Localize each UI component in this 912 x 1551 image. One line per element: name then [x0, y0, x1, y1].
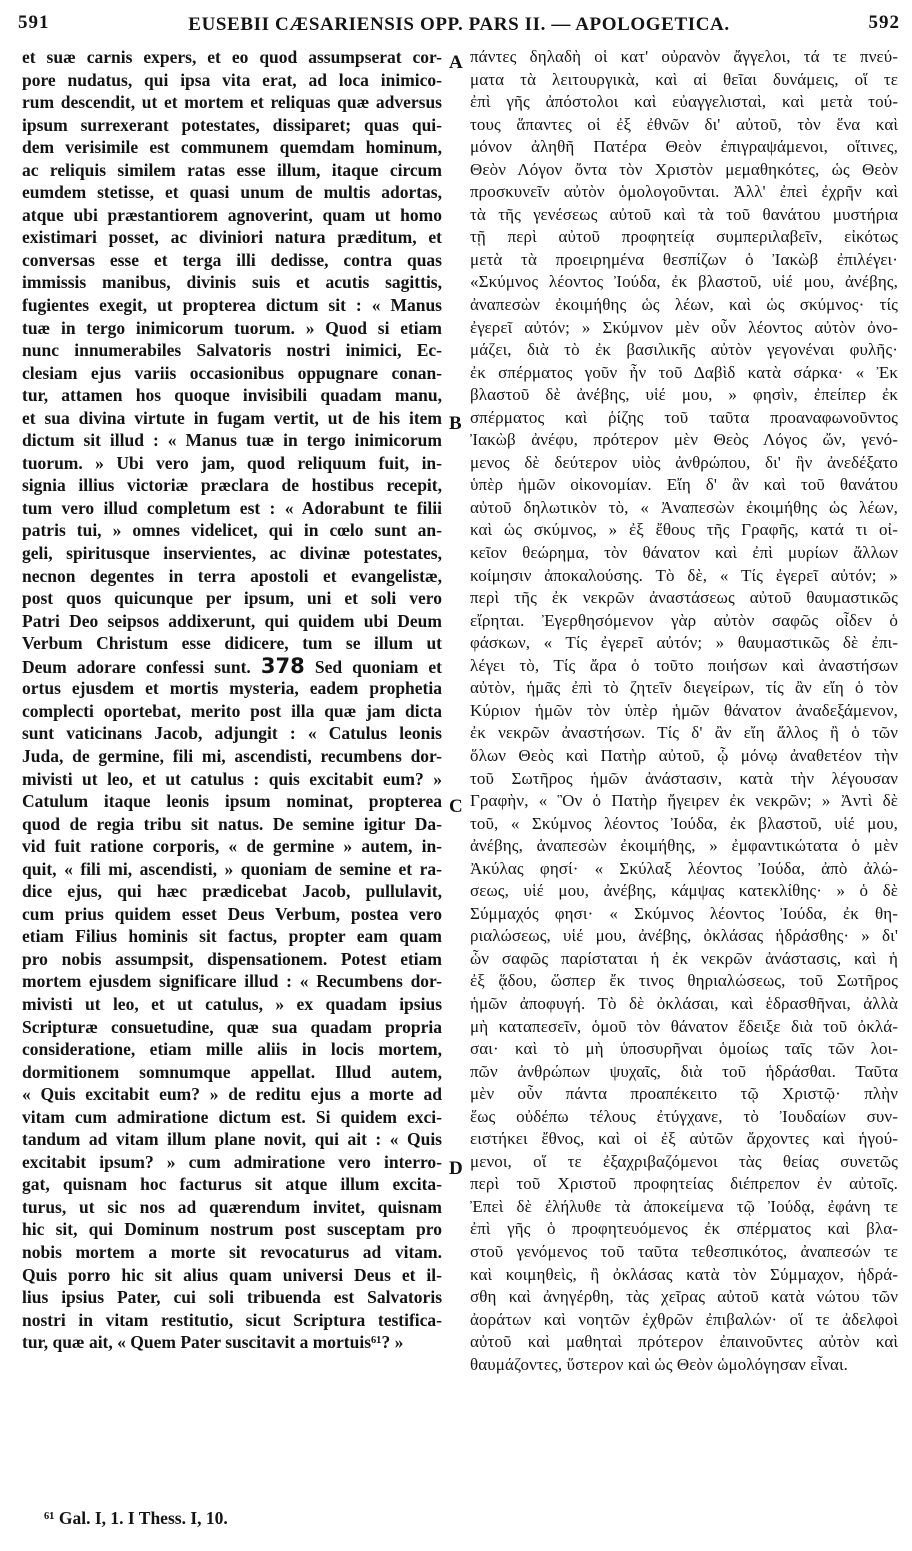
text-line: Ἐπεὶ δὲ ἐλήλυθε τὰ ἀποκείμενα τῷ Ἰούδᾳ, ἐφάνη τε [470, 1196, 898, 1216]
text-line: σαι· καὶ τὸ μὴ ὑποσυρῆναι ὁμοίως ταῖς τῶν λοι- [470, 1039, 898, 1059]
text-line: πῶν ἀνθρώπων ψυχαῖς, διὰ τοῦ ἡδράσθαι. Ταῦτα [470, 1061, 898, 1081]
text-line: lius ipsius Pater, cui soli tribuenda est Salvatoris [22, 1287, 442, 1308]
text-line: ὅλων Θεὸς καὶ Πατὴρ αὐτοῦ, ᾧ μόνῳ ἀναθετέον τὴν [470, 745, 898, 765]
text-line: excitabit ipsum? » cum admiratione vero interro- [22, 1151, 442, 1172]
text-line: μὲν οὖν πάντα προαπέκειτο τῷ Χριστῷ· πλὴν [470, 1084, 898, 1104]
text-line: φάσκων, « Τίς ἐγερεῖ αὐτόν; » θαυμαστικῶς δὲ ἐπι- [470, 633, 898, 653]
text-line: existimari posset, ac diviniori natura præditum, et [22, 227, 442, 248]
text-line: σθη καὶ ἀνηγέρθη, τὰς χεῖρας αὐτοῦ κατὰ νώτου τῶν [470, 1287, 898, 1307]
text-line: cum prius quidem esset Deus Verbum, postea vero [22, 903, 442, 924]
text-line: mivisti ut leo, et ut catulus : quis excitabit eum? » [22, 768, 442, 789]
text-line: μόνον ἀληθῆ Πατέρα Θεὸν ἐπιγραψάμενοι, οἵτινες, [470, 137, 898, 157]
text-line: σπέρματος καὶ ῥίζης τοῦ ταῦτα προαναφωνοῦντος [470, 407, 898, 427]
text-line: Ἰακὼβ ἀνέφυ, πρότερον μὲν Θεὸς Λόγος ὤν, γενό- [470, 430, 898, 450]
margin-letter-c: C [449, 796, 463, 817]
text-line: κοίμησιν ἀποκαλούσης. Τὸ δὲ, « Τίς ἐγερεῖ αὐτόν; » [470, 565, 898, 585]
text-line: dem verisimile est communem quemdam hominum, [22, 137, 442, 158]
text-line: Patri Deo seipsos addixerunt, qui quidem ubi Deum [22, 610, 442, 631]
text-line: μὴ καταπεσεῖν, ὁμοῦ τὸν θάνατον ἔδειξε διὰ τοῦ ὀκλά- [470, 1016, 898, 1036]
text-line: ἕως οὐδέπω τέλους ἐτύγχανε, τὸ Ἰουδαίων συν- [470, 1106, 898, 1126]
text-line: ortus ejusdem et mortis mysteria, eadem prophetia [22, 678, 442, 699]
text-line: immissis manibus, divinis suis et acutis sagittis, [22, 272, 442, 293]
text-line: ἐγερεῖ αὐτόν; » Σκύμνον μὲν οὖν λέοντος αὐτὸν ὀνο- [470, 317, 898, 337]
text-line: dice ejus, qui hæc prædicebat Jacob, pullulavit, [22, 881, 442, 902]
text-line: ἐπὶ γῆς ἀπόστολοι καὶ εὐαγγελισταὶ, καὶ μετὰ τού- [470, 92, 898, 112]
text-line: tum vero illud completum est : « Adorabunt te filii [22, 497, 442, 518]
text-line: turus, ut sic nos ad quærendum invitet, quisnam [22, 1196, 442, 1217]
text-line: tuorum. » Ubi vero jam, quod reliquum fuit, in- [22, 452, 442, 473]
text-line: τὰ τῆς γενέσεως αὐτοῦ καὶ τὰ τοῦ θανάτου μυστήρια [470, 204, 898, 224]
text-line: ἀοράτων καὶ νοητῶν ἐχθρῶν ἐπιβαλών· οἵ τε ἀδελφοὶ [470, 1309, 898, 1329]
text-line: mivisti ut leo, et ut catulus, » ex quadam ipsius [22, 993, 442, 1014]
text-line: τοῦ Σωτῆρος ἡμῶν ἀνάστασιν, κατὰ τὴν λέγουσαν [470, 768, 898, 788]
text-line: geli, spiritusque inservientes, ac divinæ potestates, [22, 543, 442, 564]
text-line: nostri in vitam restitutio, sicut Scriptura testifica- [22, 1309, 442, 1330]
text-line: τοῦ, « Σκύμνος λέοντος Ἰούδα, ἐκ βλαστοῦ, υἱέ μου, [470, 813, 898, 833]
text-line: περὶ τοῦ Χριστοῦ προφητείας διέπρεπον ἐν αὐτοῖς. [470, 1174, 898, 1194]
text-line: ipsum surrexerant potestates, dissiparet; quas qui- [22, 114, 442, 135]
text-line: μάζει, διὰ τὸ ἐκ βασιλικῆς αὐτὸν γεγονέναι φυλῆς· [470, 340, 898, 360]
text-line: Scripturæ consuetudine, quæ sua quadam propria [22, 1016, 442, 1037]
text-line: λέγει τὸ, Τίς ἄρα ὁ τοῦτο ποιήσων καὶ ἀναστήσων [470, 655, 898, 675]
text-line: et suæ carnis expers, et eo quod assumpserat cor- [22, 47, 442, 67]
text-line: αὐτοῦ δηλωτικὸν τὸ, « Ἀναπεσὼν ἐκοιμήθης ὡς λέων, [470, 497, 898, 517]
text-line: ἡμῶν ἀποφυγή. Τὸ δὲ ὀκλάσαι, καὶ ἑδρασθῆναι, ἀλλὰ [470, 993, 898, 1013]
text-segment: Deum adorare confessi sunt. [22, 656, 261, 677]
text-line: nobis mortem a morte sit revocaturus ad vitam. [22, 1241, 442, 1262]
text-line: ριαλώσεως, υἱέ μου, ἀνέβης, ὀκλάσας ἡδράσθης· » δι' [470, 926, 898, 946]
text-line: ἀνέβης, ἀναπεσὼν ἐκοιμήθης, » ἐμφαντικώτατα ὁ μὲν [470, 836, 898, 856]
text-line: Ἀκύλας φησί· « Σκύλαξ λέοντος Ἰούδα, ἀπὸ ἀλώ- [470, 858, 898, 878]
text-line: τους ἅπαντες οἱ ἐξ ἐθνῶν δι' αὐτοῦ, τὸν ἕνα καὶ [470, 114, 898, 134]
page-number-left: 591 [18, 12, 50, 33]
text-line: clesiam ejus variis occasionibus oppugnare conan- [22, 362, 442, 383]
text-line: vid fuit ratione corporis, « de germine » autem, in- [22, 836, 442, 857]
text-line: τῇ περὶ αὐτοῦ προφητείᾳ συμπεριλαβεῖν, εἰκότως [470, 227, 898, 247]
text-line: pro nobis assumpsit, dispensationem. Potest etiam [22, 948, 442, 969]
running-head: EUSEBII CÆSARIENSIS OPP. PARS II. — APOLOGETICA. [188, 14, 730, 35]
text-line: ἐκ νεκρῶν ἀναστήσων. Τίς δ' ἂν εἴη ἄλλος ἢ ὁ τῶν [470, 723, 898, 743]
text-line: patris tui, » omnes videlicet, qui in cœlo sunt an- [22, 520, 442, 541]
text-line: tur, attamen hos quoque invisibili quadam manu, [22, 385, 442, 406]
latin-column [22, 46, 442, 1354]
text-line: etiam Filius hominis sit factus, propter eam quam [22, 926, 442, 947]
text-line: περὶ τῆς ἐκ νεκρῶν ἀναστάσεως αὐτοῦ θαυμαστικῶς [470, 588, 898, 608]
text-line: ὑπὲρ ἡμῶν οἰκονομίαν. Εἴη δ' ἂν καὶ τοῦ θανάτου [470, 475, 898, 495]
text-line: σεως, υἱέ μου, ἀνέβης, κάμψας κατεκλίθης· » ὁ δὲ [470, 881, 898, 901]
text-line: ειστήκει ἔθνος, καὶ οἱ ἐξ αὐτῶν ἄρχοντες καὶ ἡγού- [470, 1129, 898, 1149]
text-line: Κύριον ἡμῶν τὸν ὑπὲρ ἡμῶν θάνατον ἀναδεξάμενον, [470, 700, 898, 720]
text-line: αὐτοῦ καὶ μαθηταὶ πρότερον ἐπαινοῦντες αὐτὸν καὶ [470, 1332, 898, 1352]
text-line: necnon degentes in terra apostoli et evangelistæ, [22, 565, 442, 586]
text-line: μενοι, οἵ τε ἐξαχριβαζόμενοι τὰς θείας συνετῶς [470, 1151, 898, 1171]
text-line: πάντες δηλαδὴ οἱ κατ' οὐρανὸν ἄγγελοι, τά τε πνεύ- [470, 47, 898, 66]
text-line: eumdem stetisse, et quasi unum de multis adortas, [22, 182, 442, 203]
text-line: dictum sit illud : « Manus tuæ in tergo inimicorum [22, 430, 442, 451]
text-line: Verbum Christum esse didicere, tum se illum ut [22, 633, 442, 654]
text-line: Θεὸν Λόγον ὄντα τὸν Χριστὸν μεμαθηκότες, ὡς Θεὸν [470, 159, 898, 179]
text-line: «Σκύμνος λέοντος Ἰούδα, ἐκ βλαστοῦ, υἱέ μου, ἀνέβης, [470, 272, 898, 292]
text-line: sunt vaticinans Jacob, adjungit : « Catulus leonis [22, 723, 442, 744]
text-line: tandum ad vitam illum plane novit, qui ait : « Quis [22, 1129, 442, 1150]
text-line: « Quis excitabit eum? » de reditu ejus a morte ad [22, 1084, 442, 1105]
text-line: vitam cum admiratione dictum est. Si quidem exci- [22, 1106, 442, 1127]
margin-letter-b: B [449, 413, 462, 434]
text-line: gat, quisnam hoc facturus sit atque illum excita- [22, 1174, 442, 1195]
text-line: consideratione, etiam mille aliis in locis mortem, [22, 1039, 442, 1060]
text-segment: Sed quoniam et [304, 656, 442, 677]
text-line: μενος δὲ δεύτερον υἱὸς ἀνθρώπου, δι' ἣν ἀνεδέξατο [470, 452, 898, 472]
text-line: ὧν σαφῶς παρίσταται ἡ ἐκ νεκρῶν ἀνάστασις, καὶ ἡ [470, 948, 898, 968]
text-line: fugientes exegit, ut propterea dictum sit : « Manus [22, 295, 442, 316]
text-line: Quis porro hic sit alius quam universi Deus et il- [22, 1264, 442, 1285]
text-line: Juda, de germine, fili mi, ascendisti, recumbens dor- [22, 745, 442, 766]
page-header [14, 6, 904, 40]
text-line: θαυμάζοντες, ὕστερον καὶ ὡς Θεὸν ὡμολόγησαν εἶναι. [470, 1354, 849, 1374]
text-line: Catulum itaque leonis ipsum nominat, propterea [22, 791, 442, 812]
text-line: tur, quæ ait, « Quem Pater suscitavit a mortuis⁶¹? » [22, 1332, 404, 1353]
text-line: et sua divina virtute in fugam vertit, ut de his item [22, 407, 442, 428]
text-line: quit, « fili mi, ascendisti, » quoniam de semine et ra- [22, 858, 442, 879]
page-number-right: 592 [868, 12, 900, 33]
text-line [22, 655, 442, 678]
text-line: βλαστοῦ δὲ ἀνέβης, υἱέ μου, » φησὶν, ἐπείπερ ἐκ [470, 385, 898, 405]
margin-letter-a: A [449, 52, 463, 73]
text-line: στοῦ γενόμενος τοῦ ταῦτα τεθεσπικότος, ἀναπεσών τε [470, 1241, 898, 1261]
text-line: quod de regia tribu sit natus. De semine igitur Da- [22, 813, 442, 834]
text-line: Σύμμαχός φησι· « Σκύμνος λέοντος Ἰούδα, ἐκ θη- [470, 903, 898, 923]
text-line: rum descendit, ut et mortem et reliquas quæ adversus [22, 92, 442, 113]
text-line: nunc innumerabiles Salvatoris nostri inimici, Ec- [22, 340, 442, 361]
text-line: complecti oportebat, merito post illa quæ jam dicta [22, 700, 442, 721]
margin-letter-d: D [449, 1158, 463, 1179]
text-line: pore nudatus, qui ipsa vita erat, ad loca inimico- [22, 69, 442, 90]
text-line: atque ubi præstantiorem agnoverint, quam ut homo [22, 204, 442, 225]
text-line: προσκυνεῖν αὐτὸν ὁμολογοῦνται. Ἀλλ' ἐπεὶ ἐχρῆν καὶ [470, 182, 898, 202]
migne-column-number: 378 [260, 654, 305, 678]
text-line: καὶ κοιμηθεὶς, ἢ ὀκλάσας κατὰ τὸν Σύμμαχον, ἡδρά- [470, 1264, 898, 1284]
text-line: ἐκ σπέρματος γοῦν ἦν τοῦ Δαβὶδ κατὰ σάρκα· « Ἐκ [470, 362, 898, 382]
text-line: μετὰ τὰ προειρημένα θεσπίζων ὁ Ἰακὼβ ἐπιλέγει· [470, 249, 898, 269]
text-line: dormitionem somnumque appellat. Illud autem, [22, 1061, 442, 1082]
text-line: αὐτὸν, ἡμᾶς ἐπὶ τὸ ζητεῖν διεγείρων, τίς ἂν εἴη ὁ τὸν [470, 678, 898, 698]
text-line: tuæ in tergo inimicorum tuorum. » Quod si etiam [22, 317, 442, 338]
text-line: Γραφὴν, « Ὃν ὁ Πατὴρ ἤγειρεν ἐκ νεκρῶν; » Ἀντὶ δὲ [470, 791, 898, 811]
text-line: ἐξ ᾅδου, ὥσπερ ἔκ τινος θηριαλώσεως, τοῦ Σωτῆρος [470, 971, 898, 991]
text-line: ac reliquis similem ratas esse illum, itaque circum [22, 159, 442, 180]
text-line: κεῖον θεώρημα, τὸν θάνατον καὶ ἐπὶ μυρίων ἄλλων [470, 543, 898, 563]
text-line: εἴρηται. Ἐγερθησόμενον γὰρ αὐτὸν σαφῶς οἶδεν ὁ [470, 610, 898, 630]
text-line: conversas esse et terga illi dedisse, contra quas [22, 249, 442, 270]
text-line: ἀναπεσὼν ἐκοιμήθης ὡς λέων, καὶ ὡς σκύμνος· τίς [470, 295, 898, 315]
text-line: mortem ejusdem significare illud : « Recumbens dor- [22, 971, 442, 992]
text-line: ἐπὶ γῆς ὁ προφητευόμενος ἐκ σπέρματος καὶ βλα- [470, 1219, 898, 1239]
text-line: post quos quicunque per ipsum, uni et soli vero [22, 588, 442, 609]
greek-column [470, 46, 898, 1376]
footnote: ⁶¹ Gal. I, 1. I Thess. I, 10. [44, 1508, 228, 1528]
text-line: καὶ ὡς σκύμνος, » ἐξ ἔθους τῆς Γραφῆς, κατά τι οἰ- [470, 520, 898, 540]
text-line: hic sit, qui Dominum nostrum post susceptam pro [22, 1219, 442, 1240]
text-line: signia illius victoriæ præclara de hostibus recepit, [22, 475, 442, 496]
text-line: ματα τὰ λειτουργικὰ, καὶ αἱ θεῖαι δυνάμεις, οἵ τε [470, 69, 898, 89]
